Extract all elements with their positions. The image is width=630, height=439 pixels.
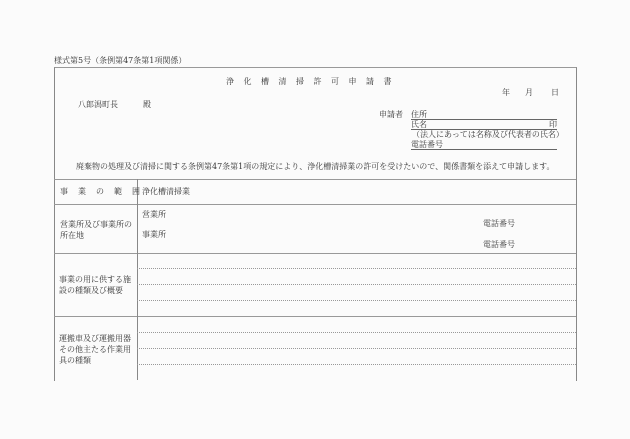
address-underline [411,119,557,120]
entry-line[interactable] [137,348,576,349]
sales-office-phone-label[interactable]: 電話番号 [483,219,515,228]
seal-mark: 印 [549,120,557,129]
business-office-label[interactable]: 事業所 [142,230,166,239]
row-divider [54,204,576,205]
applicant-address-label[interactable]: 住所 [411,110,427,119]
location-label-line1: 営業所及び事業所の [60,220,132,229]
addressee-honorific: 殿 [143,100,151,109]
vehicles-label-line3: 具の種類 [59,356,91,365]
entry-line[interactable] [137,332,576,333]
entry-line[interactable] [137,284,576,285]
table-top-border [54,179,576,180]
applicant-label: 申請者 [379,110,403,119]
corporate-note: （法人にあっては名称及び代表者の氏名） [412,130,564,139]
application-statement: 廃棄物の処理及び清掃に関する条例第47条第1項の規定により、浄化槽清掃業の許可を受けたいので、関係書類を添えて申請します。 [76,162,555,171]
business-scope-value[interactable]: 浄化槽清掃業 [142,187,190,196]
applicant-phone-label[interactable]: 電話番号 [411,140,443,149]
entry-line[interactable] [137,268,576,269]
location-label-line2: 所在地 [60,231,84,240]
phone-underline [411,149,557,150]
sales-office-label[interactable]: 営業所 [142,210,166,219]
business-scope-label: 事業の範囲 [60,187,150,196]
form-number-label: 様式第5号（条例第47条第1項関係） [54,56,187,65]
vehicles-label-line2: その他主たる作業用 [59,345,131,354]
facilities-label-line1: 事業の用に供する施 [59,275,131,284]
column-divider [137,179,138,380]
row-divider [54,316,576,317]
entry-line[interactable] [137,364,576,365]
entry-line[interactable] [137,300,576,301]
date-month-label: 月 [525,88,533,97]
vehicles-label-line1: 運搬車及び運搬用器 [59,334,131,343]
business-office-phone-label[interactable]: 電話番号 [483,240,515,249]
row-divider [54,253,576,254]
date-day-label: 日 [551,88,559,97]
document-title: 浄化槽清掃許可申請書 [226,77,401,86]
facilities-label-line2: 設の種類及び概要 [59,286,123,295]
date-year-label: 年 [502,88,510,97]
applicant-name-label[interactable]: 氏名 [411,120,427,129]
addressee-name: 八郎潟町長 [78,100,118,109]
